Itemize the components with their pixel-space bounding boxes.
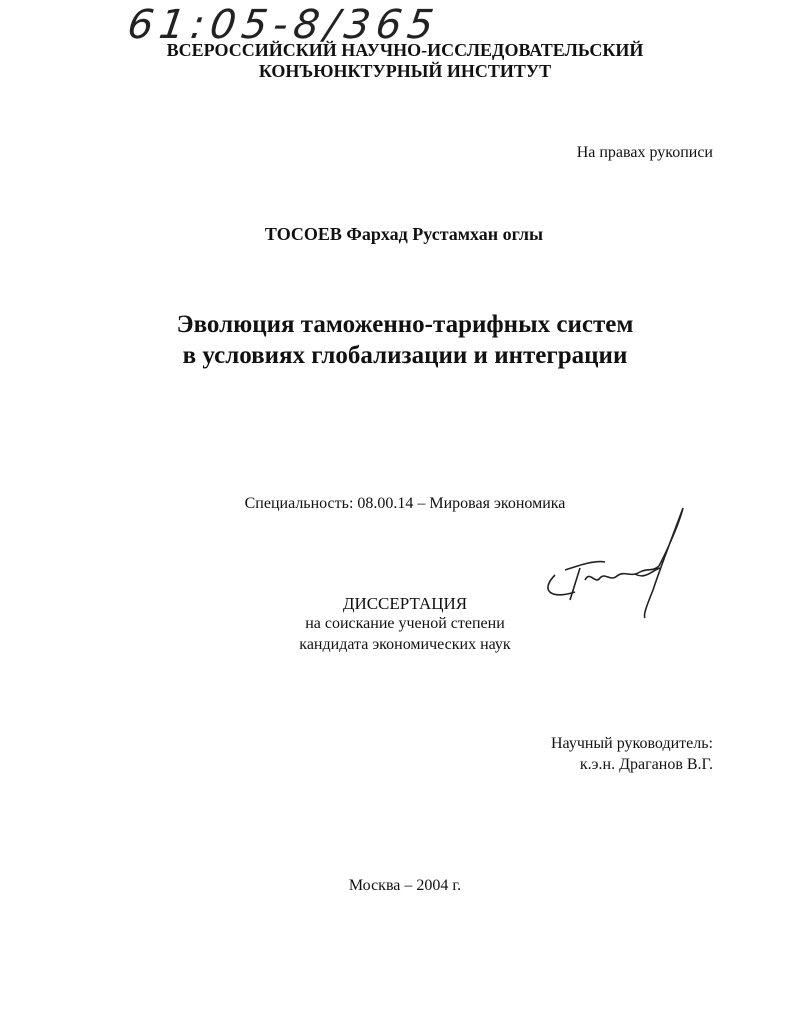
title-line-2: в условиях глобализации и интеграции <box>182 342 628 369</box>
manuscript-note: На правах рукописи <box>576 144 713 161</box>
institute-line-1: ВСЕРОССИЙСКИЙ НАУЧНО-ИССЛЕДОВАТЕЛЬСКИЙ <box>166 40 644 60</box>
supervisor-name: к.э.н. Драганов В.Г. <box>579 756 713 773</box>
supervisor-label: Научный руководитель: <box>550 735 713 752</box>
institute-line-2: КОНЪЮНКТУРНЫЙ ИНСТИТУТ <box>258 61 552 81</box>
author-name: ТОСОЕВ Фархад Рустамхан оглы <box>264 224 544 244</box>
place-year: Москва – 2004 г. <box>348 877 462 894</box>
handwritten-archive-number: 61:05-8/365 <box>124 2 443 48</box>
degree-line-2: кандидата экономических наук <box>299 636 511 653</box>
title-line-1: Эволюция таможенно-тарифных систем <box>176 311 634 338</box>
degree-line-1: на соискание ученой степени <box>305 615 505 632</box>
specialty: Специальность: 08.00.14 – Мировая экономика <box>244 495 566 512</box>
dissertation-heading: ДИССЕРТАЦИЯ <box>342 594 468 613</box>
